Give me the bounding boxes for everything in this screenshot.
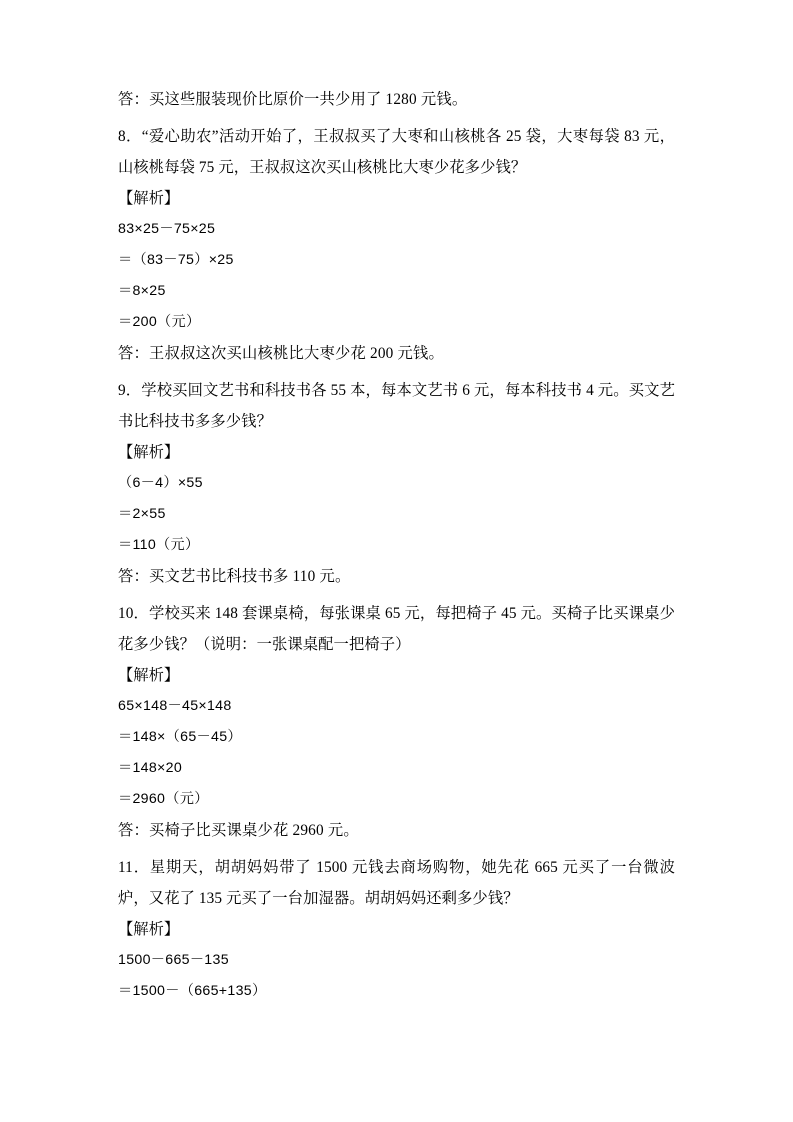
analysis-label: 【解析】 xyxy=(118,190,180,207)
answer-line: 答：买文艺书比科技书多 110 元。 xyxy=(118,568,351,585)
math-line: ＝148×（65－45） xyxy=(118,729,242,745)
math-line: （6－4）×55 xyxy=(118,475,203,491)
math-line: ＝1500－（665+135） xyxy=(118,983,267,999)
analysis-label: 【解析】 xyxy=(118,921,180,938)
analysis-label: 【解析】 xyxy=(118,667,180,684)
answer-line xyxy=(118,84,675,115)
problem-10 xyxy=(118,598,675,846)
math-line: 65×148－45×148 xyxy=(118,698,232,714)
math-line: 1500－665－135 xyxy=(118,952,229,968)
math-line: 83×25－75×25 xyxy=(118,221,216,237)
analysis-label: 【解析】 xyxy=(118,444,180,461)
problem-8 xyxy=(118,121,675,369)
math-line: ＝110（元） xyxy=(118,537,200,553)
problem-statement: 9．学校买回文艺书和科技书各 55 本，每本文艺书 6 元，每本科技书 4 元。买文艺书比科技书多多少钱？ xyxy=(118,382,675,430)
text-line: 答：买这些服装现价比原价一共少用了 1280 元钱。 xyxy=(118,91,468,108)
math-line: ＝200（元） xyxy=(118,314,201,330)
problem-statement: 10．学校买来 148 套课桌椅，每张课桌 65 元，每把椅子 45 元。买椅子比买课桌少花多少钱？（说明：一张课桌配一把椅子） xyxy=(118,605,675,653)
math-line: ＝2960（元） xyxy=(118,791,209,807)
problem-9 xyxy=(118,375,675,592)
math-line: ＝8×25 xyxy=(118,283,166,299)
problem-statement: 11．星期天，胡胡妈妈带了 1500 元钱去商场购物，她先花 665 元买了一台微波炉，又花了 135 元买了一台加湿器。胡胡妈妈还剩多少钱？ xyxy=(118,859,675,907)
math-line: ＝（83－75）×25 xyxy=(118,252,234,268)
math-line: ＝148×20 xyxy=(118,760,183,776)
math-line: ＝2×55 xyxy=(118,506,166,522)
problem-11 xyxy=(118,852,675,1007)
problem-statement: 8．“爱心助农”活动开始了，王叔叔买了大枣和山核桃各 25 袋，大枣每袋 83 元，山核桃每袋 75 元，王叔叔这次买山核桃比大枣少花多少钱？ xyxy=(118,128,675,176)
answer-line: 答：王叔叔这次买山核桃比大枣少花 200 元钱。 xyxy=(118,345,445,362)
answer-line: 答：买椅子比买课桌少花 2960 元。 xyxy=(118,822,359,839)
